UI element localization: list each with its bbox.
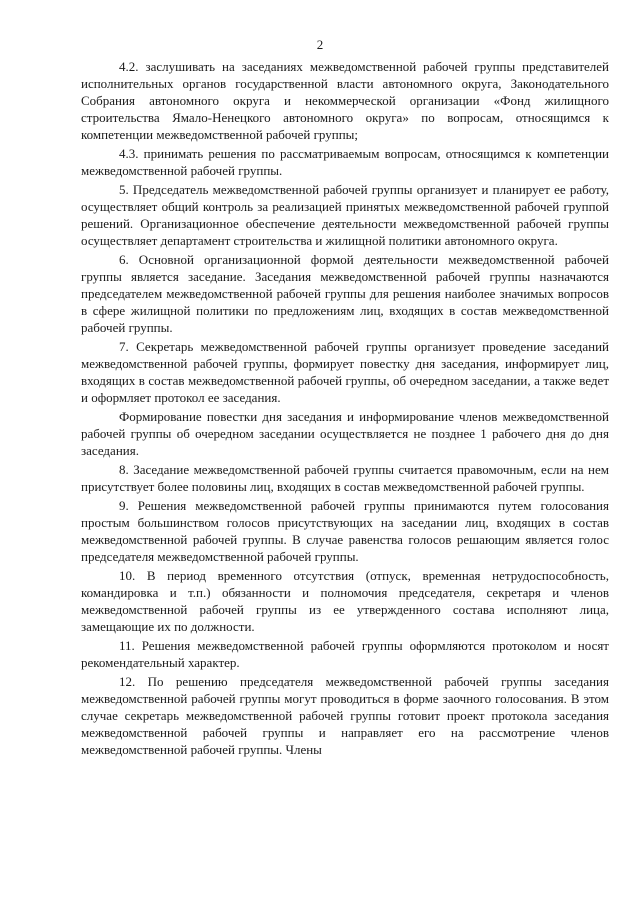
paragraph-5: 5. Председатель межведомственной рабочей группы организует и планирует ее работу, осуществляет общий контроль за реализацией принятых межведомственной рабочей группой решений. Организационное обеспечение деятельности межведомственной рабочей группы осуществляет департамент строительства и жилищной политики автономного округа. bbox=[81, 182, 609, 248]
paragraph-8: 8. Заседание межведомственной рабочей группы считается правомочным, если на нем присутствует более половины лиц, входящих в состав межведомственной рабочей группы. bbox=[81, 462, 609, 494]
paragraph-11: 11. Решения межведомственной рабочей группы оформляются протоколом и носят рекомендательный характер. bbox=[81, 638, 609, 670]
paragraph-10: 10. В период временного отсутствия (отпуск, временная нетрудоспособность, командировка и т.п.) обязанности и полномочия председателя, секретаря и членов межведомственной рабочей группы из ее утвержденного состава исполняют лица, замещающие их по должности. bbox=[81, 568, 609, 634]
document-body bbox=[81, 58, 609, 760]
page-number: 2 bbox=[316, 37, 324, 52]
paragraph-6: 6. Основной организационной формой деятельности межведомственной рабочей группы является заседание. Заседания межведомственной рабочей группы назначаются председателем межведомственной рабочей группы для решения наиболее значимых вопросов в сфере жилищной политики по предложениям лиц, входящих в состав межведомственной рабочей группы. bbox=[81, 252, 609, 335]
paragraph-7-agenda: Формирование повестки дня заседания и информирование членов межведомственной рабочей группы об очередном заседании осуществляется не позднее 1 рабочего дня до дня заседания. bbox=[81, 409, 609, 458]
paragraph-4-3: 4.3. принимать решения по рассматриваемым вопросам, относящимся к компетенции межведомственной рабочей группы. bbox=[81, 146, 609, 178]
paragraph-12: 12. По решению председателя межведомственной рабочей группы заседания межведомственной рабочей группы могут проводиться в форме заочного голосования. В этом случае секретарь межведомственной рабочей группы готовит проект протокола заседания межведомственной рабочей группы и направляет его на рассмотрение членов межведомственной рабочей группы. Члены bbox=[81, 674, 609, 757]
paragraph-9: 9. Решения межведомственной рабочей группы принимаются путем голосования простым большинством голосов присутствующих на заседании лиц, входящих в состав межведомственной рабочей группы. В случае равенства голосов решающим является голос председателя межведомственной рабочей группы. bbox=[81, 498, 609, 564]
paragraph-4-2: 4.2. заслушивать на заседаниях межведомственной рабочей группы представителей исполнительных органов государственной власти автономного округа, Законодательного Собрания автономного округа и некоммерческой организации «Фонд жилищного строительства Ямало-Ненецкого автономного округа» по вопросам, относящимся к компетенции межведомственной рабочей группы; bbox=[81, 59, 609, 142]
paragraph-7: 7. Секретарь межведомственной рабочей группы организует проведение заседаний межведомственной рабочей группы, формирует повестку дня заседания, информирует лиц, входящих в состав межведомственной рабочей группы, об очередном заседании, а также ведет и оформляет протокол ее заседания. bbox=[81, 339, 609, 405]
